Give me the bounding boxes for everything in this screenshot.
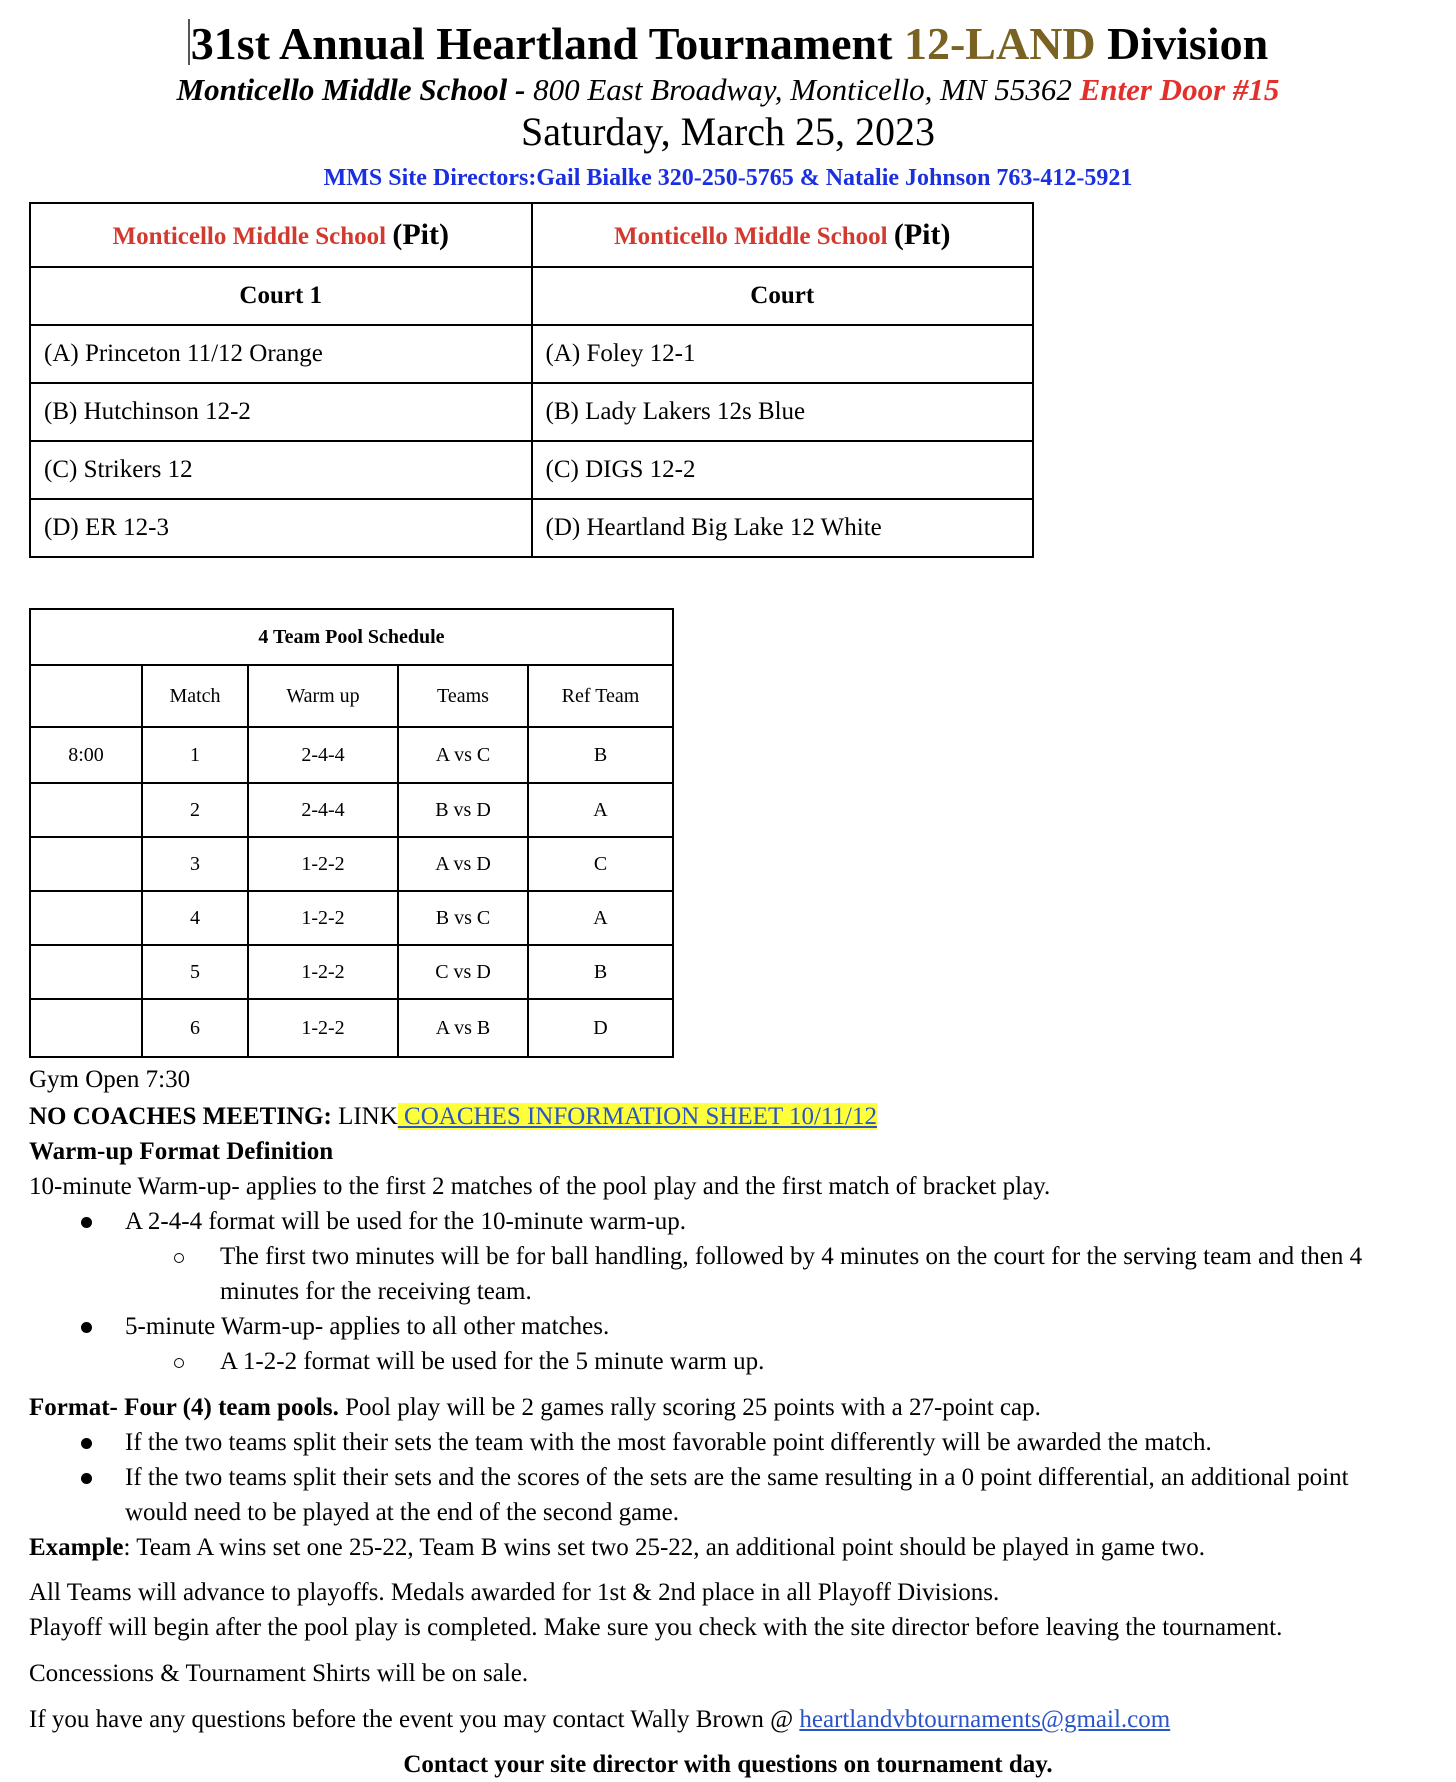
right-team-c: (C) DIGS 12-2 — [532, 441, 1034, 499]
table-row — [30, 945, 673, 999]
pool-header-warmup: Warm up — [248, 665, 398, 727]
pool-cell-match: 1 — [142, 727, 248, 783]
pool-cell-time — [30, 999, 142, 1057]
pool-cell-teams: C vs D — [398, 945, 528, 999]
pool-cell-match: 3 — [142, 837, 248, 891]
contact-text: If you have any questions before the event you may contact Wally Brown @ — [29, 1706, 800, 1733]
left-pit-label: (Pit) — [392, 218, 449, 251]
bullet-dot-icon — [81, 1322, 92, 1333]
right-team-a: (A) Foley 12-1 — [532, 325, 1034, 383]
table-row — [30, 837, 673, 891]
pool-cell-match: 2 — [142, 783, 248, 837]
left-location-name: Monticello Middle School — [112, 223, 387, 250]
right-location-name: Monticello Middle School — [614, 223, 888, 250]
warmup-heading: Warm-up Format Definition — [29, 1138, 334, 1165]
pool-cell-warmup: 2-4-4 — [248, 783, 398, 837]
pool-cell-warmup: 1-2-2 — [248, 945, 398, 999]
table-row — [30, 999, 673, 1057]
warmup-10-sub-2: minutes for the receiving team. — [220, 1278, 532, 1305]
court-assignments-table — [29, 202, 1034, 558]
bullet-circle-icon — [174, 1253, 184, 1263]
venue-address: 800 East Broadway, Monticello, MN 55362 — [525, 72, 1080, 107]
pool-cell-match: 6 — [142, 999, 248, 1057]
pool-cell-teams: A vs B — [398, 999, 528, 1057]
right-team-d: (D) Heartland Big Lake 12 White — [532, 499, 1034, 557]
warmup-5-sub: A 1-2-2 format will be used for the 5 minute warm up. — [220, 1348, 765, 1375]
format-bullet-2b: would need to be played at the end of the second game. — [125, 1499, 679, 1526]
table-row — [30, 783, 673, 837]
advance-text: All Teams will advance to playoffs. Medals awarded for 1st & 2nd place in all Playoff Divisions. — [29, 1579, 1000, 1606]
format-line — [29, 1390, 1041, 1425]
title-division-name: 12-LAND — [903, 18, 1096, 69]
contact-email-link[interactable]: heartlandvbtournaments@gmail.com — [799, 1706, 1171, 1733]
pool-schedule-title: 4 Team Pool Schedule — [30, 609, 673, 665]
pool-cell-time — [30, 837, 142, 891]
page-title — [0, 14, 1456, 74]
pool-cell-time: 8:00 — [30, 727, 142, 783]
left-location-header — [30, 203, 532, 267]
warmup-5-bullet: 5-minute Warm-up- applies to all other matches. — [125, 1313, 610, 1340]
coaches-meeting-label: NO COACHES MEETING: — [29, 1103, 332, 1130]
pool-header-teams: Teams — [398, 665, 528, 727]
left-team-b: (B) Hutchinson 12-2 — [30, 383, 532, 441]
pool-cell-time — [30, 945, 142, 999]
contact-line — [29, 1702, 1170, 1737]
right-team-b: (B) Lady Lakers 12s Blue — [532, 383, 1034, 441]
pool-cell-ref: B — [528, 945, 673, 999]
venue-name: Monticello Middle School - — [176, 72, 526, 107]
coaches-meeting-line — [29, 1099, 877, 1134]
pool-schedule-table — [29, 608, 674, 1058]
pool-cell-ref: A — [528, 891, 673, 945]
pool-header-time — [30, 665, 142, 727]
format-bullet-1: If the two teams split their sets the team with the most favorable point differently will be awarded the match. — [125, 1429, 1212, 1456]
contact-final-text: Contact your site director with questions on tournament day. — [403, 1751, 1053, 1778]
right-court-label: Court — [532, 267, 1034, 325]
left-court-label: Court 1 — [30, 267, 532, 325]
playoff-text: Playoff will begin after the pool play is completed. Make sure you check with the site director before leaving the tournament. — [29, 1614, 1283, 1641]
pool-cell-warmup: 2-4-4 — [248, 727, 398, 783]
bullet-circle-icon — [174, 1358, 184, 1368]
format-bullet-2a: If the two teams split their sets and the scores of the sets are the same resulting in a 0 point differential, an additional point — [125, 1464, 1349, 1491]
pool-cell-ref: C — [528, 837, 673, 891]
pool-cell-ref: D — [528, 999, 673, 1057]
left-team-a: (A) Princeton 11/12 Orange — [30, 325, 532, 383]
pool-header-match: Match — [142, 665, 248, 727]
warmup-10-text: 10-minute Warm-up- applies to the first 2 matches of the pool play and the first match of bracket play. — [29, 1173, 1051, 1200]
pool-cell-teams: B vs D — [398, 783, 528, 837]
concessions-text: Concessions & Tournament Shirts will be on sale. — [29, 1660, 529, 1687]
pool-cell-match: 5 — [142, 945, 248, 999]
pool-cell-warmup: 1-2-2 — [248, 837, 398, 891]
pool-cell-warmup: 1-2-2 — [248, 891, 398, 945]
format-label: Format- Four (4) team pools. — [29, 1394, 339, 1421]
pool-cell-ref: A — [528, 783, 673, 837]
bullet-dot-icon — [81, 1473, 92, 1484]
example-label: Example — [29, 1534, 124, 1561]
pool-header-row — [30, 665, 673, 727]
venue-door: Enter Door #15 — [1079, 72, 1280, 107]
link-prefix: LINK — [331, 1103, 398, 1130]
table-row — [30, 891, 673, 945]
pool-cell-warmup: 1-2-2 — [248, 999, 398, 1057]
right-location-header — [532, 203, 1034, 267]
left-team-d: (D) ER 12-3 — [30, 499, 532, 557]
example-line — [29, 1530, 1205, 1565]
pool-cell-teams: B vs C — [398, 891, 528, 945]
right-pit-label: (Pit) — [893, 218, 951, 251]
warmup-10-bullet: A 2-4-4 format will be used for the 10-minute warm-up. — [125, 1208, 686, 1235]
table-row — [30, 727, 673, 783]
example-text: : Team A wins set one 25-22, Team B wins set two 25-22, an additional point should be played in game two. — [123, 1534, 1205, 1561]
left-team-c: (C) Strikers 12 — [30, 441, 532, 499]
pool-cell-teams: A vs D — [398, 837, 528, 891]
bullet-dot-icon — [81, 1438, 92, 1449]
gym-open-text: Gym Open 7:30 — [29, 1066, 191, 1093]
pool-cell-ref: B — [528, 727, 673, 783]
event-date: Saturday, March 25, 2023 — [521, 109, 935, 154]
title-part1: 31st Annual Heartland Tournament — [190, 18, 904, 69]
site-directors: MMS Site Directors:Gail Bialke 320-250-5765 & Natalie Johnson 763-412-5921 — [323, 165, 1133, 191]
pool-cell-time — [30, 891, 142, 945]
coaches-info-sheet-link[interactable]: COACHES INFORMATION SHEET 10/11/12 — [397, 1103, 877, 1130]
pool-cell-time — [30, 783, 142, 837]
format-text: Pool play will be 2 games rally scoring 25 points with a 27-point cap. — [338, 1394, 1041, 1421]
pool-header-ref: Ref Team — [528, 665, 673, 727]
warmup-10-sub-1: The first two minutes will be for ball handling, followed by 4 minutes on the court for the serving team and then 4 — [220, 1243, 1363, 1270]
bullet-dot-icon — [81, 1217, 92, 1228]
venue-line — [0, 70, 1456, 110]
pool-cell-teams: A vs C — [398, 727, 528, 783]
text-cursor — [188, 19, 190, 65]
title-part2: Division — [1095, 18, 1269, 69]
pool-cell-match: 4 — [142, 891, 248, 945]
